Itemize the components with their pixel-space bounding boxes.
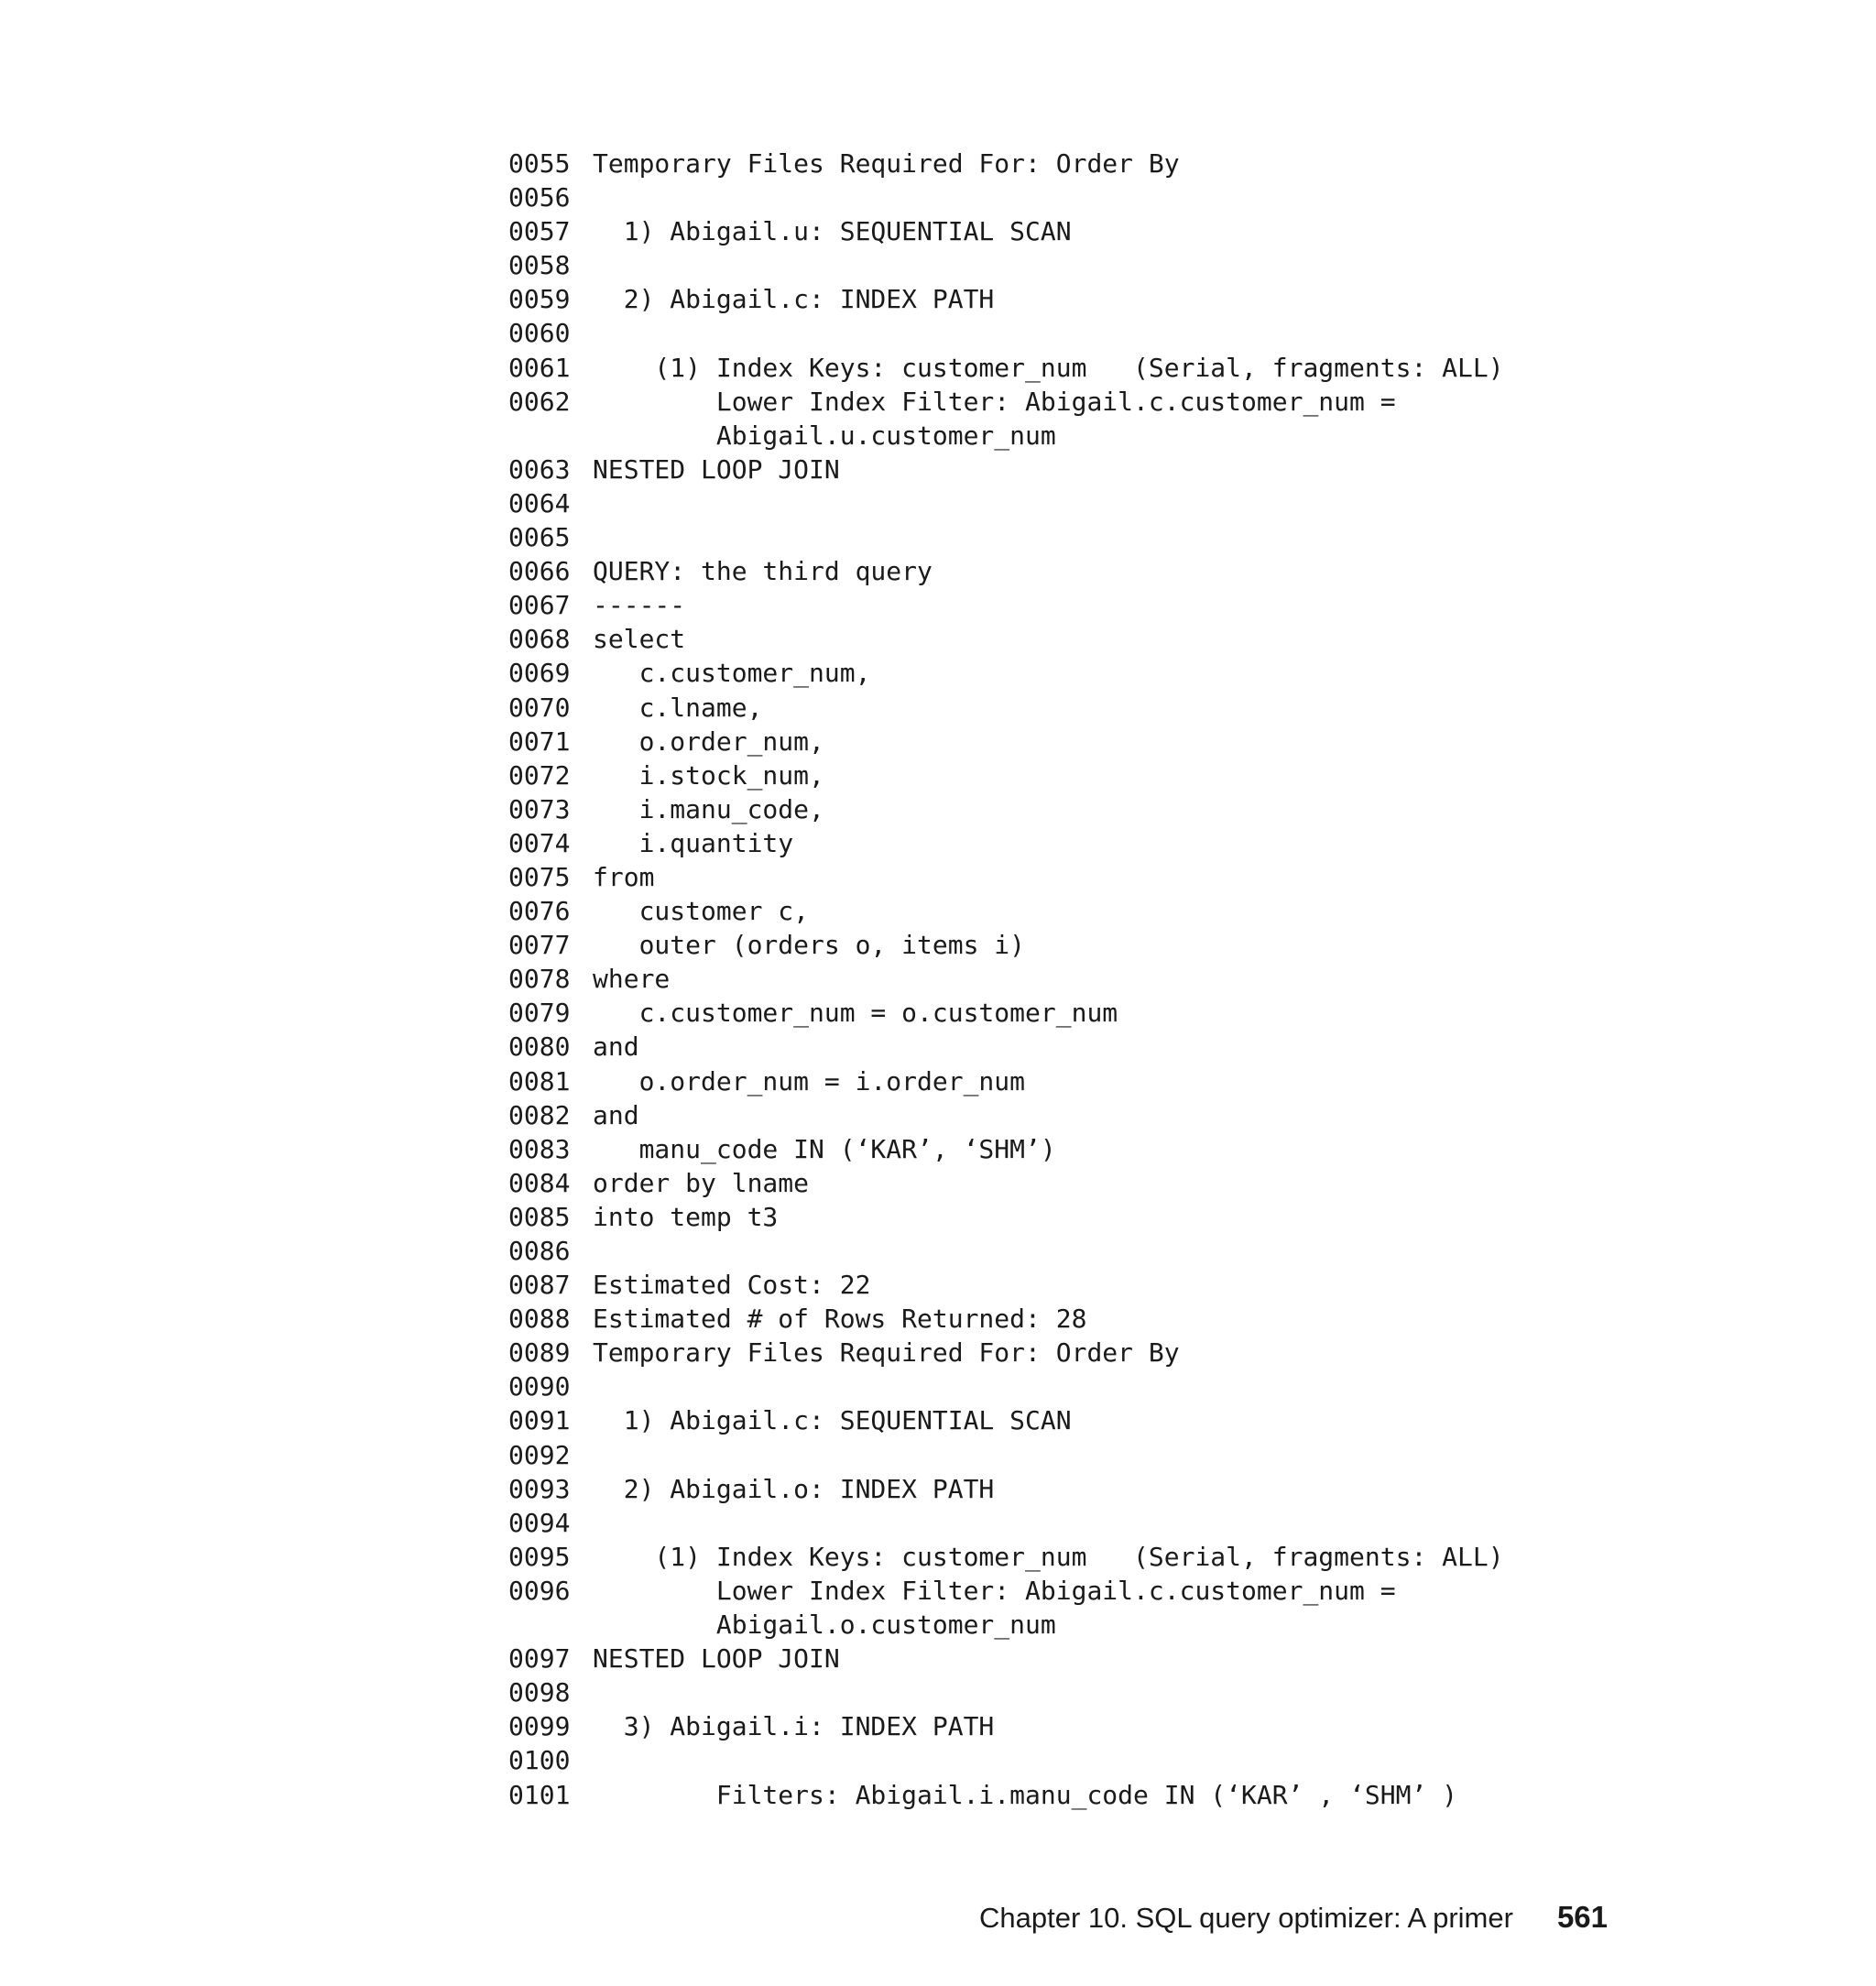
code-text: Abigail.o.customer_num [593,1610,1056,1641]
code-text: Estimated # of Rows Returned: 28 [593,1304,1087,1335]
code-text: QUERY: the third query [593,556,933,587]
code-text: and [593,1099,639,1130]
code-text: and [593,1031,639,1063]
line-number: 0063 [508,453,571,485]
line-number: 0075 [508,861,571,892]
line-number: 0072 [508,759,571,791]
line-number: 0070 [508,692,571,723]
code-line [508,419,1791,453]
code-text: 1) Abigail.u: SEQUENTIAL SCAN [593,216,1072,247]
line-number: 0099 [508,1711,571,1742]
code-text: 2) Abigail.c: INDEX PATH [593,284,995,315]
code-line [508,1642,1791,1675]
code-text: manu_code IN (‘KAR’, ‘SHM’) [593,1133,1056,1164]
line-number [508,419,593,453]
code-line [508,656,1791,690]
code-line [508,520,1791,554]
code-line [508,1200,1791,1234]
code-line [508,1132,1791,1166]
code-line [508,860,1791,894]
line-number: 0066 [508,556,571,587]
code-line [508,1064,1791,1098]
line-number: 0091 [508,1405,571,1436]
code-line [508,453,1791,486]
code-line [508,996,1791,1030]
code-line [508,554,1791,588]
code-line [508,1302,1791,1336]
chapter-title: Chapter 10. SQL query optimizer: A primer [978,1902,1513,1934]
line-number: 0074 [508,827,571,858]
code-line [508,928,1791,962]
line-number: 0095 [508,1541,571,1572]
code-line [508,214,1791,248]
line-number: 0073 [508,793,571,824]
code-listing [508,147,1791,1812]
code-text: Temporary Files Required For: Order By [593,1337,1180,1369]
code-text: Temporary Files Required For: Order By [593,148,1180,179]
code-line [508,316,1791,350]
code-line [508,1709,1791,1743]
line-number: 0059 [508,284,571,315]
code-line [508,1403,1791,1437]
line-number: 0061 [508,352,571,383]
line-number: 0057 [508,216,571,247]
code-text: ------ [593,590,686,621]
code-text: outer (orders o, items i) [593,930,1026,961]
code-text: i.stock_num, [593,759,824,791]
code-text: Estimated Cost: 22 [593,1270,871,1301]
line-number: 0069 [508,658,571,689]
code-line [508,1675,1791,1709]
line-number: 0079 [508,998,571,1029]
line-number: 0097 [508,1643,571,1675]
code-line [508,385,1791,419]
line-number: 0086 [508,1236,571,1266]
code-text: order by lname [593,1167,810,1198]
line-number: 0058 [508,250,571,281]
code-text: Abigail.u.customer_num [593,420,1056,451]
code-line [508,725,1791,758]
line-number: 0071 [508,726,571,757]
code-line [508,1336,1791,1369]
line-number: 0094 [508,1507,571,1538]
line-number: 0060 [508,318,571,349]
line-number: 0056 [508,182,571,213]
code-line [508,758,1791,792]
line-number: 0090 [508,1371,571,1402]
line-number: 0098 [508,1677,571,1708]
page-footer [979,1899,1608,1937]
code-text: customer c, [593,896,810,927]
code-text: select [593,624,686,655]
code-line [508,1166,1791,1200]
code-text: into temp t3 [593,1201,779,1232]
code-line [508,1268,1791,1302]
line-number: 0077 [508,930,571,961]
line-number: 0062 [508,386,571,417]
line-number: 0064 [508,487,571,518]
code-line [508,962,1791,996]
line-number: 0093 [508,1473,571,1504]
code-text: o.order_num = i.order_num [593,1065,1026,1097]
code-text: i.quantity [593,827,794,858]
line-number: 0076 [508,896,571,927]
code-text: o.order_num, [593,726,824,757]
line-number: 0055 [508,148,571,179]
code-text: where [593,964,671,995]
code-line [508,1438,1791,1472]
code-line [508,486,1791,520]
code-line [508,1472,1791,1506]
code-text: Filters: Abigail.i.manu_code IN (‘KAR’ , ‘SHM’ ) [593,1779,1458,1810]
line-number: 0078 [508,964,571,995]
code-line [508,1506,1791,1540]
code-line [508,1098,1791,1132]
code-text: NESTED LOOP JOIN [593,1643,840,1675]
line-number: 0067 [508,590,571,621]
line-number: 0089 [508,1337,571,1369]
code-text: c.customer_num, [593,658,871,689]
line-number [508,1608,593,1642]
code-line [508,180,1791,214]
line-number: 0082 [508,1099,571,1130]
code-line [508,1369,1791,1403]
code-line [508,282,1791,316]
line-number: 0068 [508,624,571,655]
line-number: 0081 [508,1065,571,1097]
line-number: 0085 [508,1201,571,1232]
code-line [508,1743,1791,1777]
code-line [508,1574,1791,1608]
code-line [508,351,1791,385]
code-line [508,826,1791,860]
code-text: i.manu_code, [593,793,824,824]
line-number: 0065 [508,522,571,553]
code-text: 3) Abigail.i: INDEX PATH [593,1711,995,1742]
code-line [508,1608,1791,1642]
code-text: NESTED LOOP JOIN [593,453,840,485]
code-text: 2) Abigail.o: INDEX PATH [593,1473,995,1504]
code-text: (1) Index Keys: customer_num (Serial, fragments: ALL) [593,352,1504,383]
line-number: 0096 [508,1575,571,1606]
line-number: 0084 [508,1167,571,1198]
code-line [508,792,1791,826]
code-line [508,588,1791,622]
code-line [508,894,1791,928]
code-text: 1) Abigail.c: SEQUENTIAL SCAN [593,1405,1072,1436]
code-line [508,1778,1791,1812]
line-number: 0101 [508,1779,571,1810]
code-text: Lower Index Filter: Abigail.c.customer_num = [593,386,1396,417]
code-line [508,1540,1791,1574]
code-line [508,248,1791,282]
code-text: (1) Index Keys: customer_num (Serial, fragments: ALL) [593,1541,1504,1572]
line-number: 0092 [508,1439,571,1470]
code-line [508,622,1791,656]
code-line [508,691,1791,725]
line-number: 0080 [508,1031,571,1063]
code-text: c.customer_num = o.customer_num [593,998,1118,1029]
code-line [508,147,1791,180]
code-line [508,1234,1791,1268]
line-number: 0088 [508,1304,571,1335]
line-number: 0100 [508,1745,571,1776]
code-text: c.lname, [593,692,763,723]
code-text: Lower Index Filter: Abigail.c.customer_num = [593,1575,1396,1606]
code-line [508,1030,1791,1064]
code-text: from [593,861,655,892]
line-number: 0087 [508,1270,571,1301]
page-number: 561 [1556,1900,1608,1934]
line-number: 0083 [508,1133,571,1164]
